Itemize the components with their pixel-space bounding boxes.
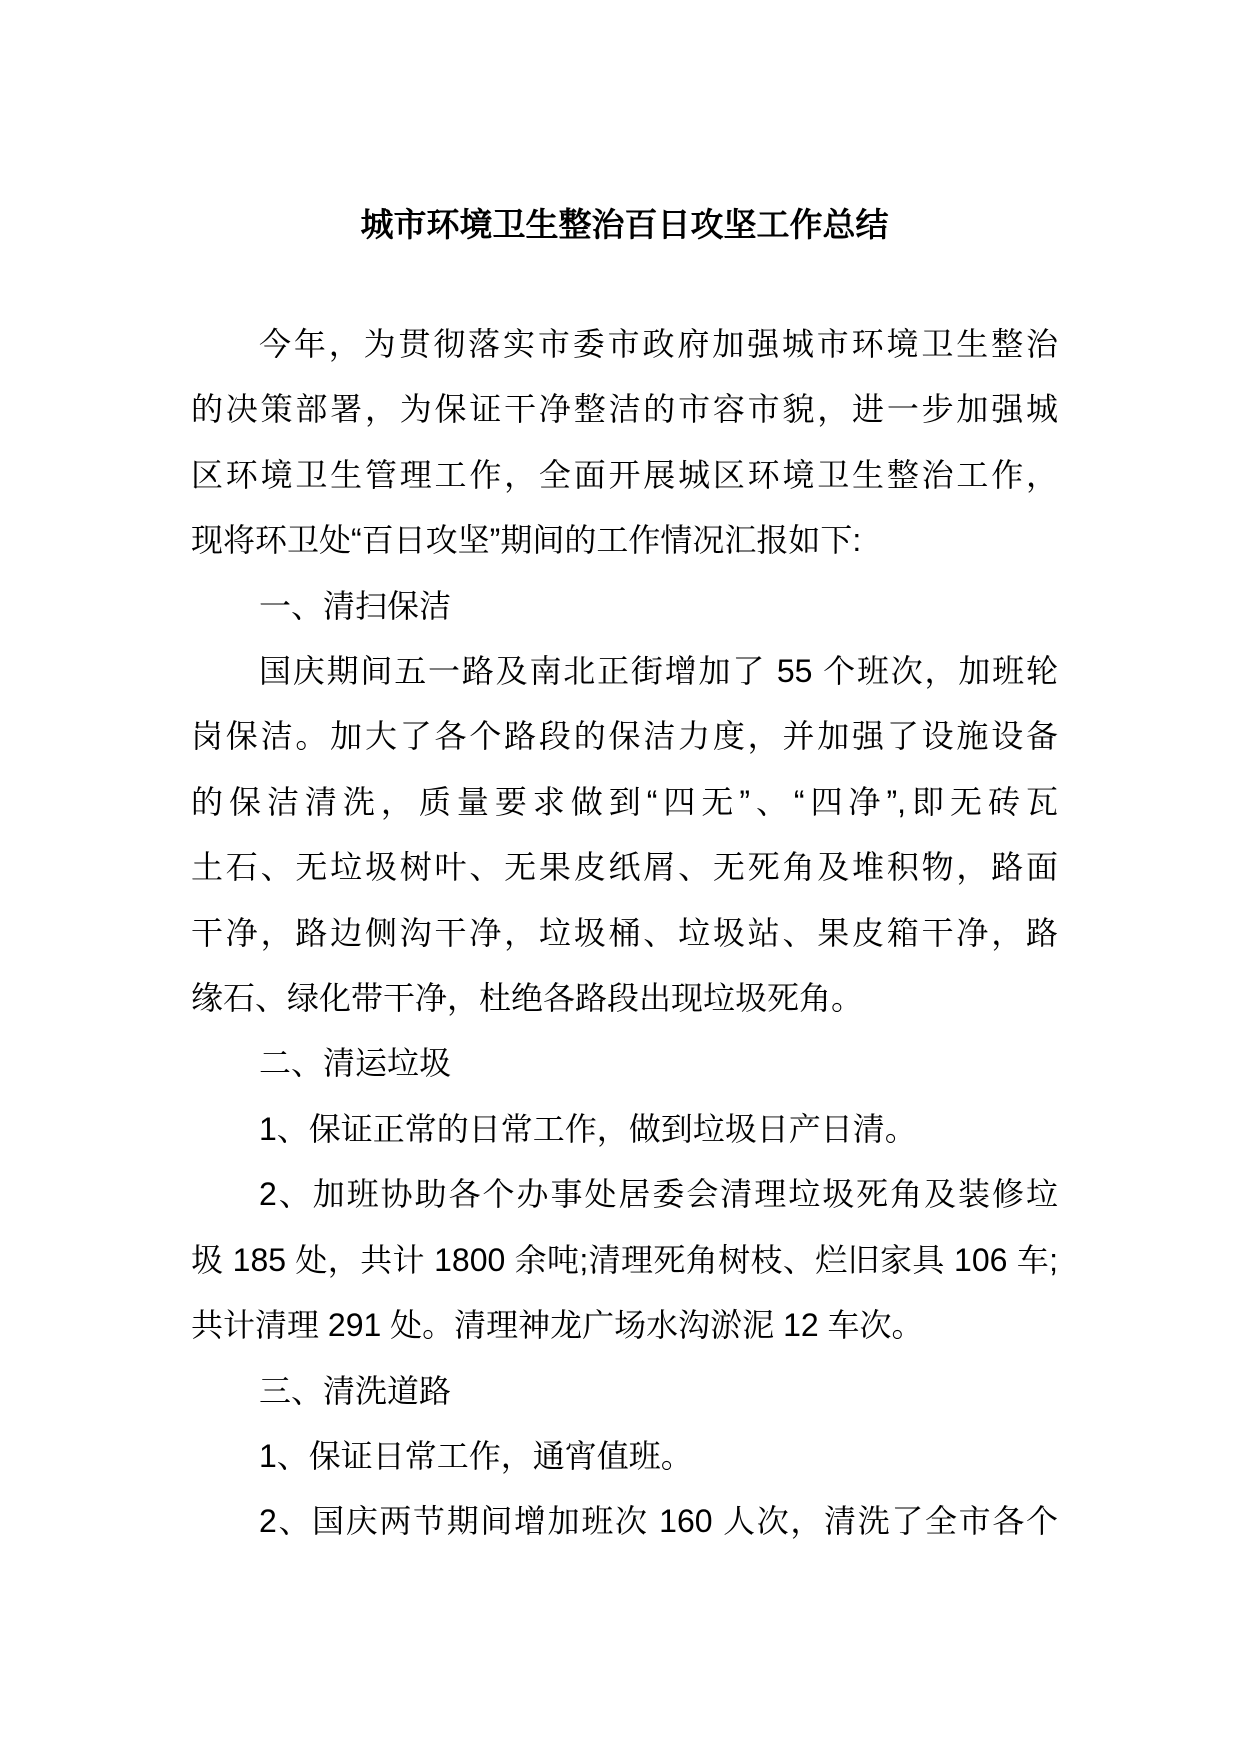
document-title: 城市环境卫生整治百日攻坚工作总结 — [360, 206, 889, 243]
paragraph-line: 的保洁清洗，质量要求做到“四无”、“四净”,即无砖瓦 — [191, 783, 1058, 820]
paragraph-line: 区环境卫生管理工作，全面开展城区环境卫生整治工作， — [191, 456, 1058, 493]
paragraph-line: 今年，为贯彻落实市委市政府加强城市环境卫生整治 — [259, 326, 1058, 362]
paragraph-line: 2、加班协助各个办事处居委会清理垃圾死角及装修垃 — [259, 1176, 1058, 1213]
list-item — [191, 1424, 1058, 1489]
paragraph-line: 1、保证正常的日常工作，做到垃圾日产日清。 — [259, 1110, 917, 1147]
section-garbage-removal — [191, 1031, 1058, 1358]
paragraph-line: 圾 185 处，共计 1800 余吨;清理死角树枝、烂旧家具 106 车; — [191, 1241, 1058, 1278]
paragraph-line: 2、国庆两节期间增加班次 160 人次，清洗了全市各个 — [259, 1503, 1058, 1540]
list-item — [191, 1097, 1058, 1162]
section-paragraph — [191, 639, 1058, 1031]
section-road-washing — [191, 1359, 1058, 1555]
paragraph-line: 共计清理 291 处。清理神龙广场水沟淤泥 12 车次。 — [191, 1307, 924, 1344]
paragraph-line: 土石、无垃圾树叶、无果皮纸屑、无死角及堆积物，路面 — [191, 849, 1058, 886]
paragraph-line: 岗保洁。加大了各个路段的保洁力度，并加强了设施设备 — [191, 718, 1058, 755]
list-item — [191, 1162, 1058, 1358]
section-heading: 一、清扫保洁 — [259, 587, 452, 624]
paragraph-line: 现将环卫处“百日攻坚”期间的工作情况汇报如下: — [191, 522, 862, 559]
intro-paragraph — [191, 312, 1058, 574]
paragraph-line: 缘石、绿化带干净，杜绝各路段出现垃圾死角。 — [191, 980, 864, 1017]
section-heading: 三、清洗道路 — [259, 1372, 452, 1409]
list-item — [191, 1489, 1058, 1554]
paragraph-line: 的决策部署，为保证干净整洁的市容市貌，进一步加强城 — [191, 391, 1058, 428]
paragraph-line: 1、保证日常工作，通宵值班。 — [259, 1437, 693, 1474]
paragraph-line: 干净，路边侧沟干净，垃圾桶、垃圾站、果皮箱干净，路 — [191, 914, 1058, 951]
section-heading: 二、清运垃圾 — [259, 1045, 452, 1082]
section-cleaning — [191, 574, 1058, 1032]
paragraph-line: 国庆期间五一路及南北正街增加了 55 个班次，加班轮 — [259, 653, 1058, 690]
